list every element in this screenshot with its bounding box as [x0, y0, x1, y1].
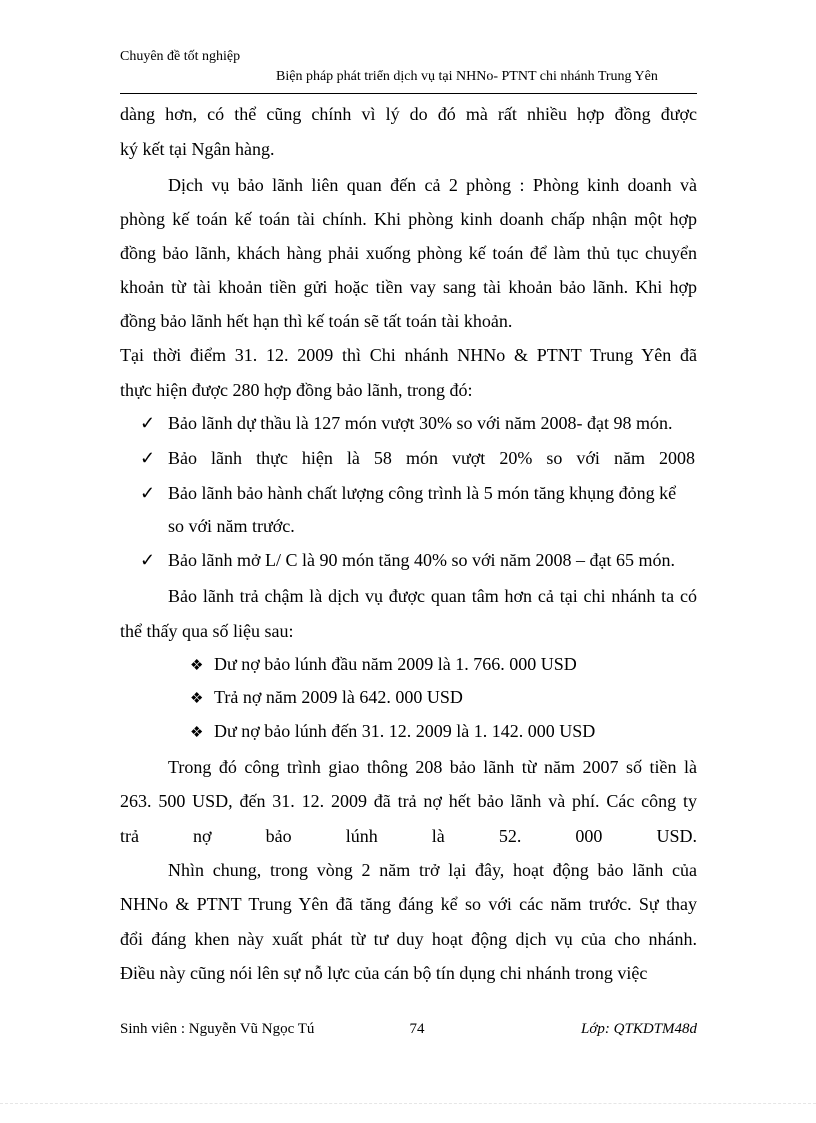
diamond-item [190, 652, 697, 676]
para-line: đồng bảo lãnh hết hạn thì kế toán sẽ tất toán tài khoản. [120, 311, 513, 331]
check-item [140, 548, 697, 572]
header-left: Chuyên đề tốt nghiệp [120, 49, 241, 64]
para-line: Bảo lãnh trả chậm là dịch vụ được quan tâm hơn cả tại chi nhánh ta có [168, 586, 697, 606]
para-line: đổi đáng khen này xuất phát từ tư duy hoạt động dịch vụ của cho nhánh. [120, 929, 697, 949]
page-number: 74 [409, 1021, 425, 1037]
para-line: NHNo & PTNT Trung Yên đã tăng đáng kể so với các năm trước. Sự thay [120, 894, 697, 914]
para-line: phòng kế toán kế toán tài chính. Khi phòng kinh doanh chấp nhận một hợp [120, 209, 697, 229]
check-item-text: Bảo lãnh thực hiện là 58 món vượt 20% so với năm 2008 [168, 448, 695, 468]
footer-class: Lớp: QTKDTM48d [581, 1021, 697, 1037]
check-item [140, 481, 697, 505]
para-line: Tại thời điểm 31. 12. 2009 thì Chi nhánh NHNo & PTNT Trung Yên đã [120, 345, 697, 365]
diamond-item [190, 719, 697, 743]
check-item [140, 446, 697, 470]
checkmark-icon: ✓ [140, 483, 156, 503]
check-item [140, 411, 697, 435]
para-line: trả nợ bảo lúnh là 52. 000 USD. [120, 826, 697, 846]
header-right: Biện pháp phát triển dịch vụ tại NHNo- PTNT chi nhánh Trung Yên [276, 69, 658, 84]
para-line: ký kết tại Ngân hàng. [120, 139, 275, 159]
para-line: Dịch vụ bảo lãnh liên quan đến cả 2 phòng : Phòng kinh doanh và [168, 175, 697, 195]
check-item-text: Bảo lãnh bảo hành chất lượng công trình là 5 món tăng khụng đỏng kể [168, 483, 677, 503]
diamond-item-text: Dư nợ bảo lúnh đầu năm 2009 là 1. 766. 000 USD [214, 654, 577, 674]
footer-student: Sinh viên : Nguyễn Vũ Ngọc Tú [120, 1021, 315, 1037]
diamond-item-text: Trả nợ năm 2009 là 642. 000 USD [214, 687, 463, 707]
diamond-item-text: Dư nợ bảo lúnh đến 31. 12. 2009 là 1. 142. 000 USD [214, 721, 596, 741]
diamond-item [190, 685, 697, 709]
para-line: đồng bảo lãnh, khách hàng phải xuống phòng kế toán để làm thủ tục chuyển [120, 243, 697, 263]
para-line: thể thấy qua số liệu sau: [120, 621, 294, 641]
para-line: khoản từ tài khoản tiền gửi hoặc tiền vay sang tài khoản bảo lãnh. Khi hợp [120, 277, 697, 297]
diamond-bullet-icon: ❖ [190, 691, 204, 707]
page-bottom-rule [0, 1103, 816, 1104]
header-rule [120, 93, 697, 94]
checkmark-icon: ✓ [140, 550, 156, 570]
check-item-text: Bảo lãnh dự thầu là 127 món vượt 30% so với năm 2008- đạt 98 món. [168, 413, 673, 433]
para-line: dàng hơn, có thể cũng chính vì lý do đó mà rất nhiều hợp đồng được [120, 104, 697, 124]
para-line: thực hiện được 280 hợp đồng bảo lãnh, trong đó: [120, 380, 473, 400]
checkmark-icon: ✓ [140, 448, 156, 468]
para-line: Nhìn chung, trong vòng 2 năm trở lại đây, hoạt động bảo lãnh của [168, 860, 697, 880]
para-line: 263. 500 USD, đến 31. 12. 2009 đã trả nợ hết bảo lãnh và phí. Các công ty [120, 791, 697, 811]
diamond-bullet-icon: ❖ [190, 658, 204, 674]
checkmark-icon: ✓ [140, 413, 156, 433]
para-line: Trong đó công trình giao thông 208 bảo lãnh từ năm 2007 số tiền là [168, 757, 697, 777]
diamond-bullet-icon: ❖ [190, 725, 204, 741]
check-item-continuation: so với năm trước. [168, 516, 295, 536]
para-line: Điều này cũng nói lên sự nỗ lực của cán bộ tín dụng chi nhánh trong việc [120, 963, 648, 983]
check-item-text: Bảo lãnh mở L/ C là 90 món tăng 40% so với năm 2008 – đạt 65 món. [168, 550, 675, 570]
